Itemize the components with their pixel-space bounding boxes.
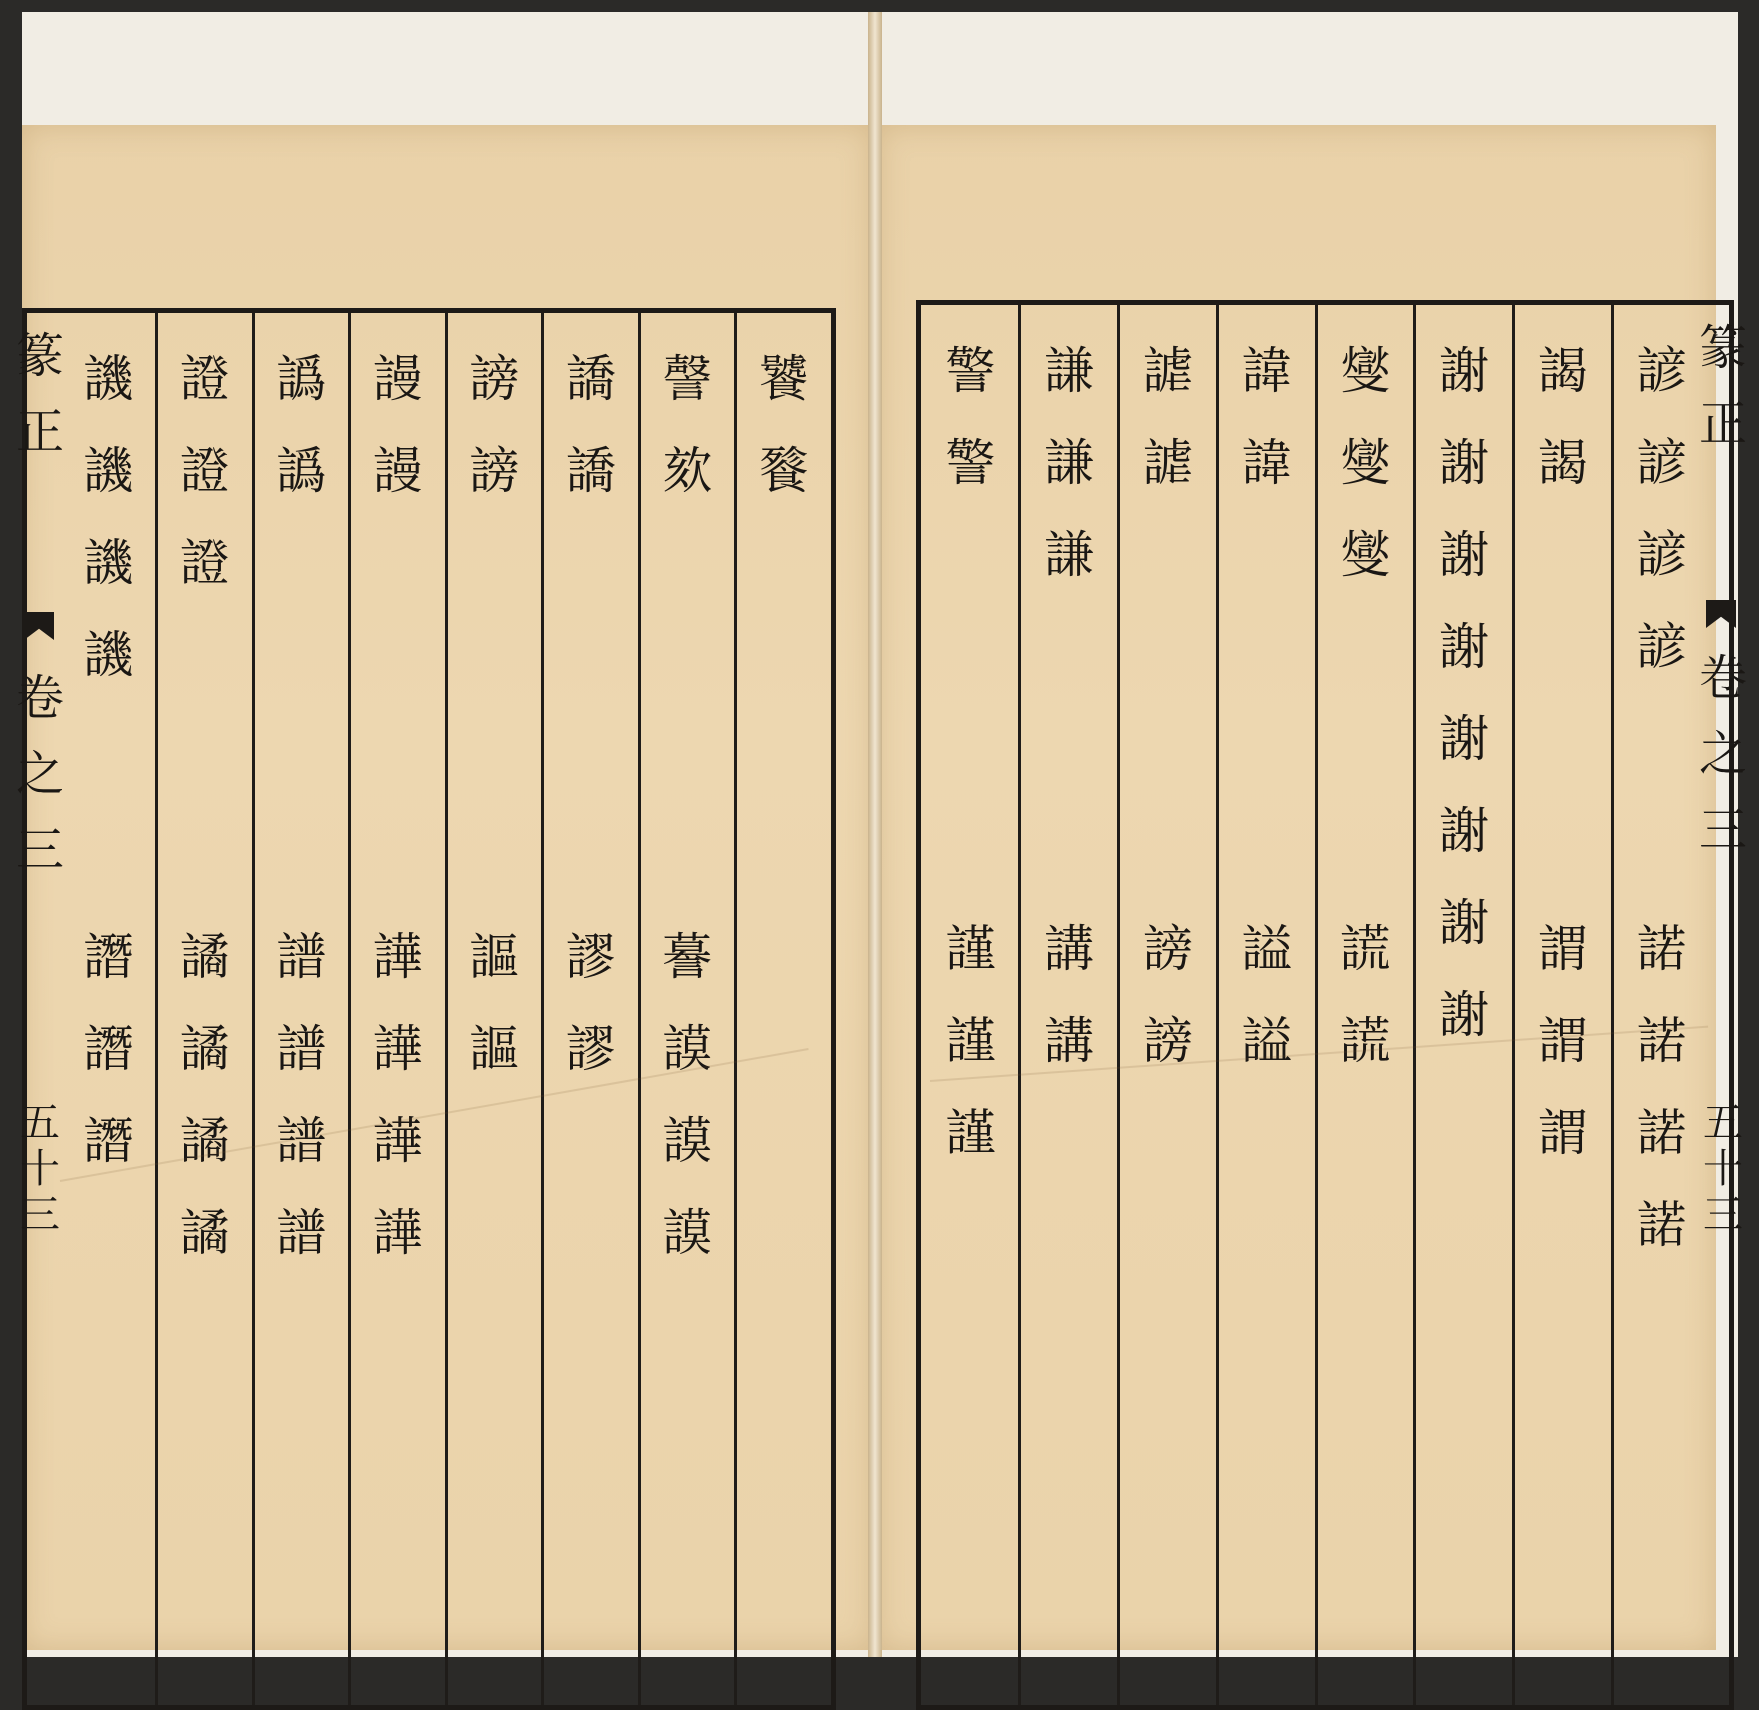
seal-character: 譜 [276, 1112, 327, 1170]
seal-character: 譁 [372, 1112, 423, 1170]
column-upper-entries [1637, 325, 1687, 693]
seal-character: 譖 [83, 1112, 134, 1170]
column-lower-entries [921, 903, 1020, 1179]
seal-character: 諺 [1636, 618, 1687, 676]
page-number-char: 十 [1703, 1146, 1743, 1192]
seal-character: 謹 [945, 1012, 996, 1070]
seal-character: 謗 [1142, 1012, 1193, 1070]
seal-character: 譌 [276, 442, 327, 500]
left-page-number [20, 1100, 60, 1238]
seal-character: 謁 [1537, 342, 1588, 400]
seal-character: 謚 [1241, 1012, 1292, 1070]
seal-character: 譏 [83, 534, 134, 592]
seal-character: 譎 [179, 1020, 230, 1078]
margin-char: 正 [16, 404, 65, 460]
seal-character: 譏 [83, 350, 134, 408]
column-upper-entries [759, 333, 809, 517]
seal-character: 譜 [276, 1020, 327, 1078]
text-column [60, 313, 157, 1705]
seal-character: 謗 [1142, 920, 1193, 978]
volume-char: 之 [1699, 726, 1748, 782]
column-lower-entries [446, 911, 543, 1095]
seal-character: 諱 [1241, 434, 1292, 492]
text-column [1217, 305, 1316, 1705]
seal-character: 謝 [1439, 710, 1490, 768]
column-upper-entries [373, 333, 423, 517]
seal-character: 講 [1044, 920, 1095, 978]
seal-character: 謝 [1439, 618, 1490, 676]
column-lower-entries [350, 911, 447, 1279]
seal-character: 謗 [469, 350, 520, 408]
text-column [1514, 305, 1613, 1705]
seal-character: 諺 [1636, 434, 1687, 492]
text-column [639, 313, 736, 1705]
seal-character: 諺 [1636, 342, 1687, 400]
seal-character: 諾 [1636, 1012, 1687, 1070]
margin-char: 篆 [1699, 320, 1748, 376]
seal-character: 謙 [1044, 342, 1095, 400]
book-gutter [868, 12, 882, 1657]
column-upper-entries [662, 333, 712, 517]
text-column [543, 313, 640, 1705]
column-upper-entries [1242, 325, 1292, 509]
column-lower-entries [639, 911, 736, 1279]
seal-character: 燮 [1340, 434, 1391, 492]
seal-character: 饕 [758, 350, 809, 408]
seal-character: 謨 [662, 1112, 713, 1170]
column-lower-entries [253, 911, 350, 1279]
column-upper-entries [1439, 325, 1489, 1061]
page-number-char: 五 [1703, 1100, 1743, 1146]
volume-char: 之 [16, 746, 65, 802]
seal-character: 譑 [565, 442, 616, 500]
seal-character: 譎 [179, 928, 230, 986]
text-column [1415, 305, 1514, 1705]
seal-character: 謝 [1439, 526, 1490, 584]
seal-character: 謩 [662, 928, 713, 986]
text-column [736, 313, 833, 1705]
seal-character: 謾 [372, 350, 423, 408]
seal-character: 謝 [1439, 894, 1490, 952]
seal-character: 謂 [1537, 1104, 1588, 1162]
column-upper-entries [180, 333, 230, 609]
seal-character: 諱 [1241, 342, 1292, 400]
column-upper-entries [1044, 325, 1094, 601]
seal-character: 證 [179, 350, 230, 408]
text-column [253, 313, 350, 1705]
seal-character: 謙 [1044, 434, 1095, 492]
seal-character: 謔 [1142, 342, 1193, 400]
seal-character: 謔 [1142, 434, 1193, 492]
seal-character: 謊 [1340, 1012, 1391, 1070]
seal-character: 謹 [945, 1104, 996, 1162]
seal-character: 謊 [1340, 920, 1391, 978]
column-upper-entries [276, 333, 326, 517]
seal-character: 譜 [276, 1204, 327, 1262]
seal-character: 警 [945, 434, 996, 492]
margin-char: 正 [1699, 396, 1748, 452]
seal-character: 謙 [1044, 526, 1095, 584]
seal-character: 謨 [662, 1020, 713, 1078]
seal-character: 謬 [565, 928, 616, 986]
seal-character: 謨 [662, 1204, 713, 1262]
seal-character: 謳 [469, 1020, 520, 1078]
seal-character: 譁 [372, 1204, 423, 1262]
column-upper-entries [1340, 325, 1390, 601]
page-number-char: 十 [20, 1146, 60, 1192]
seal-character: 謝 [1439, 434, 1490, 492]
column-upper-entries [1538, 325, 1588, 509]
left-volume-label [16, 660, 65, 888]
volume-char: 卷 [16, 670, 65, 726]
column-upper-entries [566, 333, 616, 517]
seal-character: 謗 [469, 442, 520, 500]
text-column [157, 313, 254, 1705]
seal-character: 諾 [1636, 1196, 1687, 1254]
seal-character: 謂 [1537, 1012, 1588, 1070]
seal-character: 譌 [276, 350, 327, 408]
volume-char: 三 [1699, 802, 1748, 858]
text-column [350, 313, 447, 1705]
seal-character: 譖 [83, 1020, 134, 1078]
text-column [1119, 305, 1218, 1705]
column-lower-entries [1020, 903, 1119, 1087]
column-lower-entries [543, 911, 640, 1095]
seal-character: 欬 [662, 442, 713, 500]
text-column [446, 313, 543, 1705]
seal-character: 謬 [565, 1020, 616, 1078]
page-number-char: 五 [20, 1100, 60, 1146]
seal-character: 講 [1044, 1012, 1095, 1070]
column-upper-entries [469, 333, 519, 517]
seal-character: 諺 [1636, 526, 1687, 584]
left-page-columns [60, 313, 832, 1705]
seal-character: 證 [179, 534, 230, 592]
text-column [1612, 305, 1711, 1705]
seal-character: 譁 [372, 1020, 423, 1078]
text-column [921, 305, 1020, 1705]
seal-character: 餮 [758, 442, 809, 500]
seal-character: 謳 [469, 928, 520, 986]
right-page-columns [921, 305, 1711, 1705]
text-column [1316, 305, 1415, 1705]
seal-character: 謝 [1439, 802, 1490, 860]
seal-character: 譎 [179, 1204, 230, 1262]
seal-character: 謦 [662, 350, 713, 408]
seal-character: 燮 [1340, 526, 1391, 584]
seal-character: 諾 [1636, 1104, 1687, 1162]
column-lower-entries [157, 911, 254, 1279]
margin-char: 篆 [16, 328, 65, 384]
seal-character: 警 [945, 342, 996, 400]
seal-character: 譏 [83, 442, 134, 500]
column-upper-entries [83, 333, 133, 701]
seal-character: 謁 [1537, 434, 1588, 492]
seal-character: 謾 [372, 442, 423, 500]
column-lower-entries [1514, 903, 1613, 1179]
column-upper-entries [945, 325, 995, 509]
text-column [1020, 305, 1119, 1705]
column-lower-entries [1612, 903, 1711, 1271]
seal-character: 謝 [1439, 986, 1490, 1044]
column-lower-entries [1119, 903, 1218, 1087]
seal-character: 燮 [1340, 342, 1391, 400]
seal-character: 諾 [1636, 920, 1687, 978]
column-lower-entries [60, 911, 157, 1187]
seal-character: 譏 [83, 626, 134, 684]
page-number-char: 三 [20, 1192, 60, 1238]
seal-character: 譜 [276, 928, 327, 986]
volume-char: 卷 [1699, 650, 1748, 706]
seal-character: 謂 [1537, 920, 1588, 978]
seal-character: 譁 [372, 928, 423, 986]
seal-character: 謚 [1241, 920, 1292, 978]
seal-character: 謝 [1439, 342, 1490, 400]
page-number-char: 三 [1703, 1192, 1743, 1238]
seal-character: 謹 [945, 920, 996, 978]
seal-character: 證 [179, 442, 230, 500]
seal-character: 譑 [565, 350, 616, 408]
seal-character: 譎 [179, 1112, 230, 1170]
column-lower-entries [1316, 903, 1415, 1087]
seal-character: 譖 [83, 928, 134, 986]
left-margin-title [16, 318, 65, 470]
volume-char: 三 [16, 822, 65, 878]
column-upper-entries [1143, 325, 1193, 509]
